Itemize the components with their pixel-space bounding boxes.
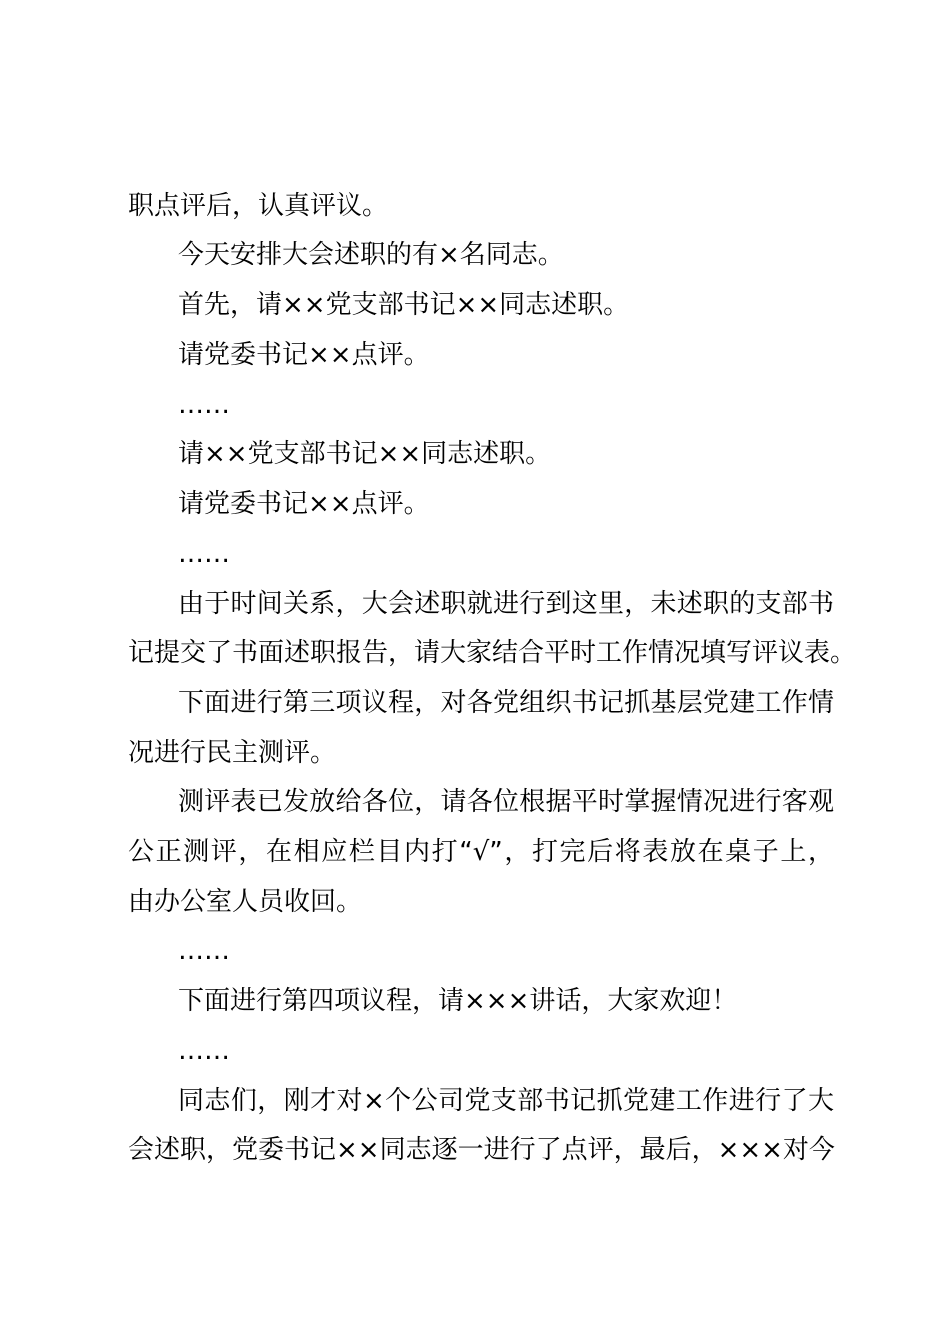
text-line: 请××党支部书记××同志述职。: [178, 439, 552, 469]
text-line: 测评表已发放给各位，请各位根据平时掌握情况进行客观: [178, 787, 834, 817]
text-line: 下面进行第三项议程，对各党组织书记抓基层党建工作情: [178, 688, 834, 718]
text-line: 同志们，刚才对×个公司党支部书记抓党建工作进行了大: [178, 1086, 834, 1116]
text-line: ……: [178, 1036, 230, 1066]
text-line: 下面进行第四项议程，请×××讲话，大家欢迎！: [178, 986, 738, 1016]
text-line: 职点评后，认真评议。: [128, 191, 389, 221]
text-line: ……: [178, 539, 230, 569]
text-line: 今天安排大会述职的有×名同志。: [178, 240, 564, 270]
text-line: 记提交了书面述职报告，请大家结合平时工作情况填写评议表。: [128, 638, 857, 668]
text-line: 首先，请××党支部书记××同志述职。: [178, 290, 630, 320]
text-line: ……: [178, 390, 230, 420]
text-line: 会述职，党委书记××同志逐一进行了点评，最后，×××对今: [128, 1135, 835, 1165]
text-line: 况进行民主测评。: [128, 738, 337, 768]
text-line: 公正测评，在相应栏目内打“√”，打完后将表放在桌子上，: [128, 837, 834, 867]
text-line: ……: [178, 936, 230, 966]
text-line: 由办公室人员收回。: [128, 887, 363, 917]
text-line: 由于时间关系，大会述职就进行到这里，未述职的支部书: [178, 589, 834, 619]
text-line: 请党委书记××点评。: [178, 489, 430, 519]
text-line: 请党委书记××点评。: [178, 340, 430, 370]
